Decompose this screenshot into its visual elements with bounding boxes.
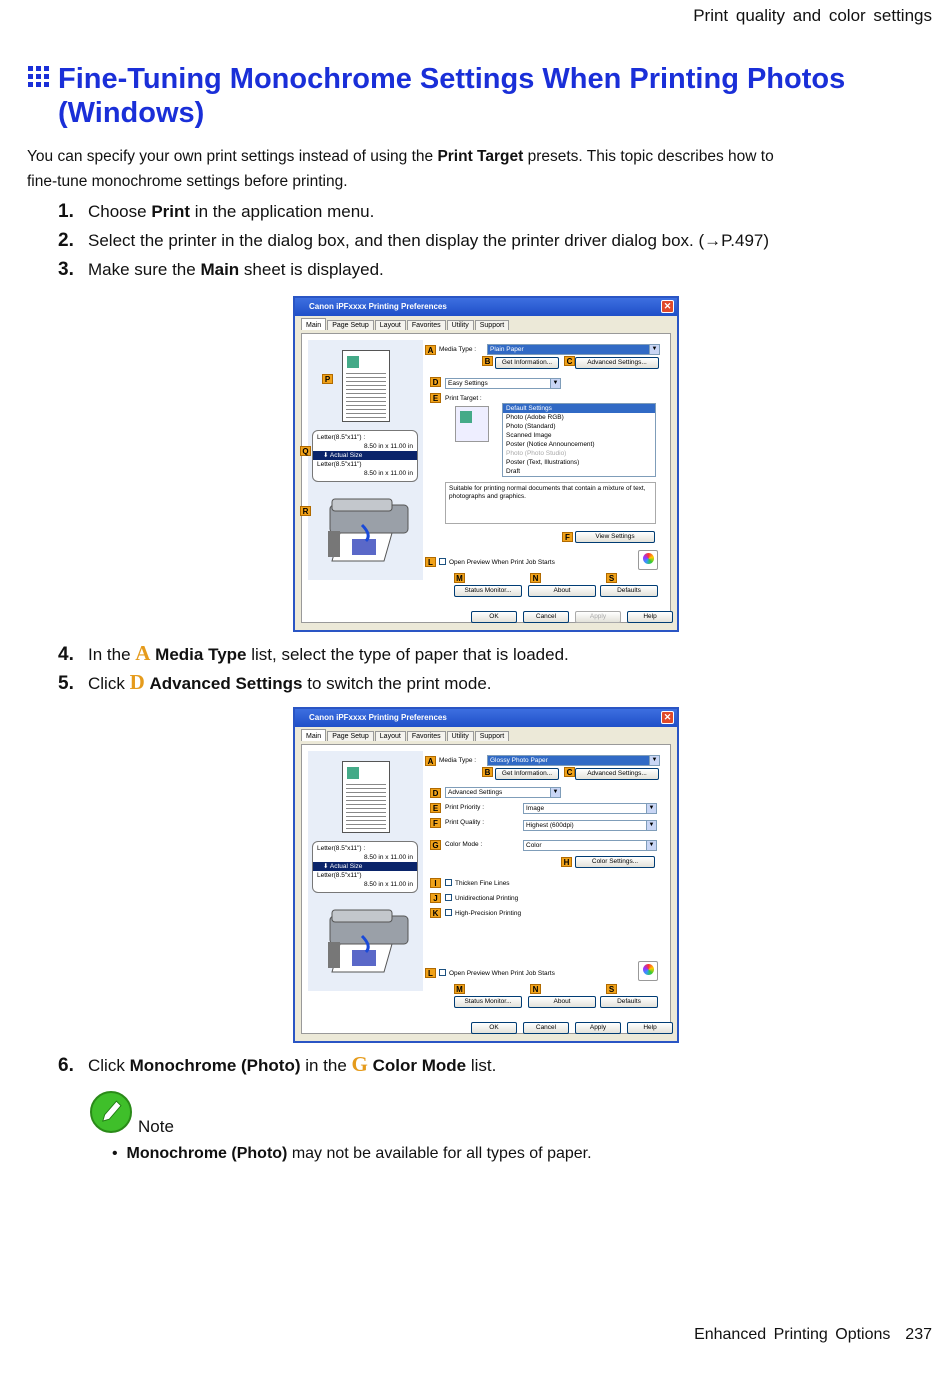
intro-text-end: presets. This topic describes how to: [523, 148, 774, 165]
tab-utility[interactable]: Utility: [447, 731, 474, 741]
tab-main[interactable]: Main: [301, 729, 326, 741]
step-number: 1.: [58, 201, 74, 222]
note-text: may not be available for all types of paper.: [287, 1145, 592, 1162]
advanced-settings-button[interactable]: Advanced Settings...: [575, 768, 659, 780]
callout-e: E: [430, 803, 441, 813]
step-number: 6.: [58, 1055, 74, 1076]
print-priority-select[interactable]: [523, 803, 657, 814]
printing-preferences-dialog-advanced: [293, 707, 679, 1043]
callout-j: J: [430, 893, 441, 903]
step-number: 5.: [58, 673, 74, 694]
print-priority-value: Image: [526, 805, 545, 812]
print-quality-value: Highest (600dpi): [526, 822, 574, 829]
callout-ref: D: [129, 670, 145, 694]
footer-title: Enhanced Printing Options: [694, 1326, 891, 1343]
callout-n: N: [530, 984, 541, 994]
callout-ref: G: [351, 1052, 368, 1076]
preview-pane: [308, 751, 423, 991]
chevron-down-icon: ▼: [649, 345, 659, 354]
size-label: Letter(8.5"x11") :: [317, 434, 366, 441]
status-monitor-button[interactable]: Status Monitor...: [454, 996, 522, 1008]
page-preview: [342, 350, 390, 422]
list-item[interactable]: Default Settings: [503, 404, 655, 413]
callout-s: S: [606, 984, 617, 994]
callout-f: F: [562, 532, 573, 542]
step-number: 2.: [58, 230, 74, 251]
actual-size-label: Actual Size: [329, 452, 363, 459]
step-text: Choose: [88, 202, 152, 221]
callout-k: K: [430, 908, 441, 918]
cancel-button[interactable]: Cancel: [523, 611, 569, 623]
media-type-select[interactable]: [487, 755, 660, 766]
intro-text-2: fine-tune monochrome settings before printing.: [27, 173, 348, 190]
callout-f: F: [430, 818, 441, 828]
target-description: Suitable for printing normal documents that contain a mixture of text, photographs and graphics.: [445, 482, 656, 524]
advanced-settings-button[interactable]: Advanced Settings...: [575, 357, 659, 369]
running-header: Print quality and color settings: [693, 6, 932, 25]
callout-a: A: [425, 756, 436, 766]
kyuanos-icon[interactable]: [638, 961, 658, 981]
defaults-button[interactable]: Defaults: [600, 585, 658, 597]
size-label-2: Letter(8.5"x11"): [317, 872, 362, 879]
callout-h: H: [561, 857, 572, 867]
size-value-2: 8.50 in x 11.00 in: [363, 881, 413, 888]
step-text: to switch the print mode.: [302, 674, 492, 693]
list-item[interactable]: Poster (Text, Illustrations): [506, 459, 580, 466]
step-bold: Monochrome (Photo): [129, 1056, 301, 1075]
intro-print-target: Print Target: [437, 148, 524, 165]
list-item[interactable]: Poster (Notice Announcement): [506, 441, 595, 448]
page-title: [27, 62, 927, 130]
apply-button[interactable]: Apply: [575, 1022, 621, 1034]
page-footer: [694, 1326, 932, 1344]
tab-support[interactable]: Support: [475, 731, 510, 741]
color-mode-label: Color Mode :: [445, 841, 483, 848]
unidirectional-printing-checkbox[interactable]: [445, 894, 518, 902]
step-text: In the: [88, 645, 136, 664]
step-6: [58, 1052, 496, 1077]
about-button[interactable]: About: [528, 585, 596, 597]
close-icon[interactable]: ✕: [661, 300, 674, 313]
tab-main[interactable]: Main: [301, 318, 326, 330]
list-item[interactable]: Scanned Image: [506, 432, 552, 439]
dialog-titlebar: [295, 709, 677, 727]
step-text: in the: [300, 1056, 352, 1075]
chevron-down-icon: ▼: [646, 804, 656, 813]
close-icon[interactable]: ✕: [661, 711, 674, 724]
callout-g: G: [430, 840, 441, 850]
callout-a: A: [425, 345, 436, 355]
callout-i: I: [430, 878, 441, 888]
callout-r: R: [300, 506, 311, 516]
print-priority-label: Print Priority :: [445, 804, 485, 811]
callout-p: P: [322, 374, 333, 384]
printer-icon: [322, 906, 412, 976]
title-line-1: Fine-Tuning Monochrome Settings When Printing Photos: [58, 63, 846, 95]
apply-button[interactable]: Apply: [575, 611, 621, 623]
step-5: [58, 670, 492, 695]
media-type-label: Media Type :: [439, 346, 477, 353]
step-text: in the application menu.: [190, 202, 375, 221]
bullet: •: [112, 1145, 118, 1162]
status-monitor-button[interactable]: Status Monitor...: [454, 585, 522, 597]
list-item[interactable]: Photo (Adobe RGB): [506, 414, 564, 421]
photo-thumbnail-icon: [347, 767, 359, 779]
actual-size-label: Actual Size: [329, 863, 363, 870]
step-4: [58, 641, 569, 666]
cancel-button[interactable]: Cancel: [523, 1022, 569, 1034]
photo-thumbnail-icon: [347, 356, 359, 368]
color-settings-button[interactable]: Color Settings...: [575, 856, 655, 868]
size-label-2: Letter(8.5"x11"): [317, 461, 362, 468]
step-bold: Advanced Settings: [149, 674, 303, 693]
ok-button[interactable]: OK: [471, 611, 517, 623]
tab-page-setup[interactable]: Page Setup: [327, 320, 374, 330]
unidirectional-label: Unidirectional Printing: [455, 895, 519, 902]
defaults-button[interactable]: Defaults: [600, 996, 658, 1008]
step-text: Click: [88, 674, 130, 693]
get-information-button[interactable]: Get Information...: [495, 768, 559, 780]
size-value: 8.50 in x 11.00 in: [363, 443, 413, 450]
printing-preferences-dialog-easy: [293, 296, 679, 632]
callout-n: N: [530, 573, 541, 583]
main-sheet: [301, 333, 671, 623]
callout-ref: A: [135, 641, 151, 665]
tab-layout[interactable]: Layout: [375, 731, 406, 741]
chevron-down-icon: ▼: [550, 379, 560, 388]
intro-paragraph: [27, 144, 907, 194]
tab-page-setup[interactable]: Page Setup: [327, 731, 374, 741]
chevron-down-icon: ▼: [649, 756, 659, 765]
high-precision-label: High-Precision Printing: [455, 910, 522, 917]
chevron-down-icon: ▼: [646, 821, 656, 830]
step-1: [58, 201, 374, 223]
settings-mode-value: Easy Settings: [448, 380, 488, 387]
step-text: list, select the type of paper that is loaded.: [246, 645, 569, 664]
actual-size-row: ⬇ Actual Size: [313, 451, 417, 460]
callout-l: L: [425, 968, 436, 978]
open-preview-checkbox[interactable]: [439, 558, 555, 566]
tab-favorites[interactable]: Favorites: [407, 731, 446, 741]
color-mode-value: Color: [526, 842, 542, 849]
dialog-titlebar: [295, 298, 677, 316]
tab-bar: [301, 731, 510, 741]
printer-icon: [322, 495, 412, 565]
callout-b: B: [482, 767, 493, 777]
callout-c: C: [564, 356, 575, 366]
callout-m: M: [454, 984, 465, 994]
callout-m: M: [454, 573, 465, 583]
step-bold: Main: [200, 260, 240, 279]
open-preview-label: Open Preview When Print Job Starts: [449, 970, 555, 977]
step-text: Make sure the: [88, 260, 201, 279]
settings-mode-select[interactable]: [445, 378, 561, 389]
note-pencil-icon: [90, 1091, 132, 1133]
media-type-select[interactable]: [487, 344, 660, 355]
note-bold: Monochrome (Photo): [126, 1145, 288, 1162]
intro-text: You can specify your own print settings instead of using the: [27, 148, 438, 165]
dialog-title: Canon iPFxxxx Printing Preferences: [309, 713, 447, 722]
settings-mode-select[interactable]: [445, 787, 561, 798]
step-text: list.: [466, 1056, 497, 1075]
dialog-title: Canon iPFxxxx Printing Preferences: [309, 302, 447, 311]
note-label: Note: [138, 1117, 174, 1136]
print-quality-select[interactable]: [523, 820, 657, 831]
open-preview-label: Open Preview When Print Job Starts: [449, 559, 555, 566]
list-item[interactable]: Photo (Photo Studio): [506, 450, 567, 457]
media-type-value: Glossy Photo Paper: [490, 757, 548, 764]
view-settings-button[interactable]: View Settings: [575, 531, 655, 543]
step-3: [58, 259, 384, 281]
step-text: Click: [88, 1056, 130, 1075]
step-text: sheet is displayed.: [239, 260, 384, 279]
tab-utility[interactable]: Utility: [447, 320, 474, 330]
media-type-value: Plain Paper: [490, 346, 524, 353]
callout-d: D: [430, 788, 441, 798]
about-button[interactable]: About: [528, 996, 596, 1008]
size-value: 8.50 in x 11.00 in: [363, 854, 413, 861]
high-precision-printing-checkbox[interactable]: [445, 909, 521, 917]
step-text: Select the printer in the dialog box, and then display the printer driver dialog box. (→P.497): [88, 231, 770, 250]
page-preview: [342, 761, 390, 833]
step-number: 4.: [58, 644, 74, 665]
callout-b: B: [482, 356, 493, 366]
callout-s: S: [606, 573, 617, 583]
ok-button[interactable]: OK: [471, 1022, 517, 1034]
print-target-preview-icon: [455, 406, 489, 442]
print-target-list[interactable]: [502, 403, 656, 477]
help-button[interactable]: Help: [627, 1022, 673, 1034]
callout-d: D: [430, 377, 441, 387]
size-label: Letter(8.5"x11") :: [317, 845, 366, 852]
tab-support[interactable]: Support: [475, 320, 510, 330]
list-item[interactable]: Photo (Standard): [506, 423, 556, 430]
step-bold: Media Type: [155, 645, 247, 664]
note-item: [112, 1145, 592, 1163]
step-2: [58, 230, 769, 252]
chevron-down-icon: ▼: [550, 788, 560, 797]
callout-c: C: [564, 767, 575, 777]
tab-bar: [301, 320, 510, 330]
actual-size-row: ⬇ Actual Size: [313, 862, 417, 871]
title-line-2: (Windows): [58, 97, 205, 129]
color-mode-select[interactable]: [523, 840, 657, 851]
tab-favorites[interactable]: Favorites: [407, 320, 446, 330]
print-quality-label: Print Quality :: [445, 819, 485, 826]
kyuanos-icon[interactable]: [638, 550, 658, 570]
size-info: [312, 430, 418, 482]
print-target-label: Print Target :: [445, 395, 482, 402]
main-sheet: [301, 744, 671, 1034]
media-type-label: Media Type :: [439, 757, 477, 764]
tab-layout[interactable]: Layout: [375, 320, 406, 330]
chevron-down-icon: ▼: [646, 841, 656, 850]
open-preview-checkbox[interactable]: [439, 969, 555, 977]
page-number: 237: [905, 1326, 932, 1343]
callout-l: L: [425, 557, 436, 567]
callout-e: E: [430, 393, 441, 403]
size-info: [312, 841, 418, 893]
help-button[interactable]: Help: [627, 611, 673, 623]
get-information-button[interactable]: Get Information...: [495, 357, 559, 369]
thicken-fine-lines-checkbox[interactable]: [445, 879, 510, 887]
step-bold: Print: [151, 202, 191, 221]
step-number: 3.: [58, 259, 74, 280]
list-item[interactable]: Draft: [506, 468, 521, 475]
section-grid-icon: [27, 65, 51, 89]
callout-q: Q: [300, 446, 311, 456]
step-bold: Color Mode: [372, 1056, 467, 1075]
size-value-2: 8.50 in x 11.00 in: [363, 470, 413, 477]
thicken-label: Thicken Fine Lines: [455, 880, 510, 887]
settings-mode-value: Advanced Settings: [448, 789, 503, 796]
